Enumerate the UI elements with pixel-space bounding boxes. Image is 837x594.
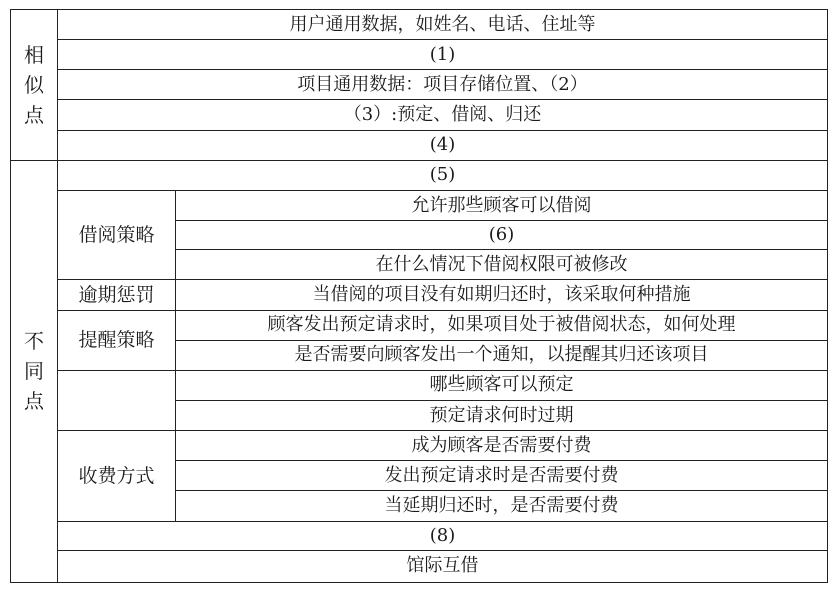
table-row: [11, 280, 828, 310]
table-row: [11, 550, 828, 582]
table-row: [11, 100, 828, 130]
section-label-different-text: 不同点: [24, 329, 44, 414]
section-label-similar: [11, 10, 58, 161]
table-row: [11, 370, 828, 400]
overdue-penalty-row: 当借阅的项目没有如期归还时，该采取何种措施: [176, 280, 828, 310]
table-row: [11, 521, 828, 550]
fee-method-row-2: 发出预定请求时是否需要付费: [176, 461, 828, 491]
table-row: [11, 130, 828, 160]
fee-method-row-3: 当延期归还时，是否需要付费: [176, 491, 828, 521]
similar-row-4: （3）:预定、借阅、归还: [58, 100, 828, 130]
different-row-5: (5): [58, 160, 828, 190]
reservation-row-2: 预定请求何时过期: [176, 401, 828, 431]
table-row: [11, 190, 828, 220]
category-reminder-policy: 提醒策略: [58, 310, 176, 370]
fee-method-row-1: 成为顾客是否需要付费: [176, 431, 828, 461]
table-row: [11, 40, 828, 70]
borrow-policy-row-3: 在什么情况下借阅权限可被修改: [176, 250, 828, 280]
comparison-table: [10, 9, 828, 583]
section-label-similar-text: 相似点: [24, 42, 44, 127]
similar-row-5: (4): [58, 130, 828, 160]
similar-row-1: 用户通用数据，如姓名、电话、住址等: [58, 10, 828, 40]
reminder-policy-row-1: 顾客发出预定请求时，如果项目处于被借阅状态，如何处理: [176, 310, 828, 340]
table-row: [11, 310, 828, 340]
borrow-policy-row-2: (6): [176, 221, 828, 250]
table-row: [11, 70, 828, 100]
different-last-row: 馆际互借: [58, 550, 828, 582]
category-unlabeled: [58, 370, 176, 430]
table-row: [11, 431, 828, 461]
borrow-policy-row-1: 允许那些顾客可以借阅: [176, 190, 828, 220]
similar-row-2: (1): [58, 40, 828, 70]
different-row-8: (8): [58, 521, 828, 550]
section-label-different: [11, 160, 58, 582]
similar-row-3: 项目通用数据：项目存储位置、（2）: [58, 70, 828, 100]
table-row: [11, 10, 828, 40]
reminder-policy-row-2: 是否需要向顾客发出一个通知，以提醒其归还该项目: [176, 340, 828, 370]
category-fee-method: 收费方式: [58, 431, 176, 521]
category-overdue-penalty: 逾期惩罚: [58, 280, 176, 310]
table-row: [11, 160, 828, 190]
category-borrow-policy: 借阅策略: [58, 190, 176, 279]
reservation-row-1: 哪些顾客可以预定: [176, 370, 828, 400]
